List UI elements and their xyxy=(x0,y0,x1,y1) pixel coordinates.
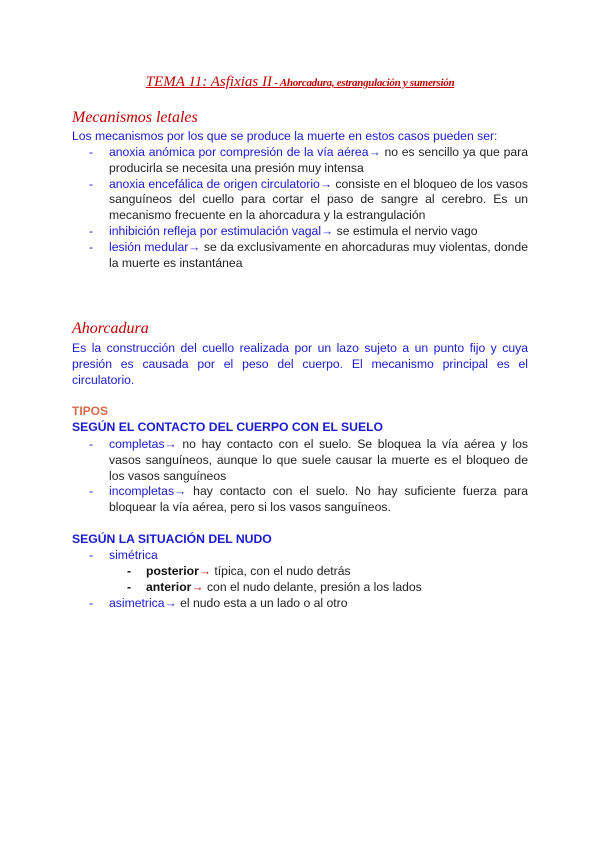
bullet-dash: - xyxy=(89,176,94,191)
item-term: inhibición refleja por estimulación vagal xyxy=(109,223,322,238)
bullet-dash: - xyxy=(89,437,94,451)
list-item xyxy=(72,596,528,612)
item-term: anoxia anómica por compresión de la vía aérea xyxy=(109,145,369,159)
arrow-glyph: → xyxy=(174,484,187,499)
list-item xyxy=(72,145,528,177)
item-term: anterior xyxy=(146,579,192,594)
item-term: simétrica xyxy=(109,548,158,562)
item-text: típica, con el nudo detrás xyxy=(211,564,351,578)
item-text: se estimula el nervio vago xyxy=(333,223,478,238)
arrow-glyph: → xyxy=(198,564,212,578)
item-term: lesión medular xyxy=(109,239,189,254)
title-main: TEMA 11: Asfixias II xyxy=(145,74,272,90)
nudo-heading: SEGÚN LA SITUACIÓN DEL NUDO xyxy=(72,532,272,546)
list-item xyxy=(72,177,528,224)
arrow-glyph: → xyxy=(164,596,177,610)
item-text: hay contacto con el suelo. No hay suficiente fuerza para bloquear la vía aérea, pero si los vasos sanguíneos. xyxy=(109,484,528,515)
sub-list-item xyxy=(72,580,528,596)
item-term: completas xyxy=(109,437,165,451)
nudo-list xyxy=(72,548,528,564)
bullet-dash: - xyxy=(89,596,94,610)
item-term: anoxia encefálica de origen circulatorio xyxy=(109,176,320,191)
item-text: no hay contacto con el suelo. Se bloquea la vía aérea y los vasos sanguíneos, aunque lo que suele causar la muerte es el bloqueo de los vasos sanguíneos xyxy=(109,437,528,483)
nudo-sublist xyxy=(72,564,528,596)
arrow-glyph: → xyxy=(319,176,332,191)
item-term: incompletas xyxy=(109,484,175,499)
item-text: el nudo esta a un lado o al otro xyxy=(176,596,348,610)
bullet-dash: - xyxy=(89,223,94,238)
bullet-dash: - xyxy=(89,548,94,562)
item-text: consiste en el bloqueo de los vasos sanguíneos del cuello para cortar el paso de sangre al cerebro. Es un mecanismo frecuente en la ahorcadura y la estrangulación xyxy=(109,176,528,223)
list-item xyxy=(72,224,528,240)
bullet-dash: - xyxy=(89,145,94,159)
bullet-dash: - xyxy=(89,484,94,499)
tipos-label: TIPOS xyxy=(72,404,109,418)
page-title xyxy=(0,75,600,92)
asimetrica-list xyxy=(72,596,528,612)
section-intro: Los mecanismos por los que se produce la muerte en estos casos pueden ser: xyxy=(72,129,498,143)
bullet-dash: - xyxy=(127,579,132,594)
sub-list-item xyxy=(72,564,528,580)
arrow-glyph: → xyxy=(321,223,334,238)
contacto-list xyxy=(72,437,528,516)
list-item xyxy=(72,484,528,516)
bullet-dash: - xyxy=(127,564,132,578)
item-term: posterior xyxy=(146,564,199,578)
contacto-heading: SEGÚN EL CONTACTO DEL CUERPO CON EL SUELO xyxy=(72,420,384,434)
ahorcadura-definition: Es la construcción del cuello realizada por un lazo sujeto a un punto fijo y cuya presión es causada por el peso del cuerpo. El mecanismo principal es el circulatorio. xyxy=(72,341,528,387)
bullet-dash: - xyxy=(89,239,94,254)
list-item xyxy=(72,548,528,564)
section-heading-ahorcadura: Ahorcadura xyxy=(72,320,149,337)
mecanismos-list xyxy=(72,145,528,271)
arrow-glyph: → xyxy=(368,145,381,159)
arrow-glyph: → xyxy=(191,579,204,594)
arrow-glyph: → xyxy=(188,239,201,254)
list-item xyxy=(72,437,528,484)
item-term: asimetrica xyxy=(109,596,165,610)
item-text: con el nudo delante, presión a los lados xyxy=(203,579,422,594)
list-item xyxy=(72,240,528,272)
item-text: no es sencillo ya que para producirla se necesita una presión muy intensa xyxy=(109,145,528,175)
item-text: se da exclusivamente en ahorcaduras muy violentas, donde la muerte es instantánea xyxy=(109,239,528,270)
title-subtitle: - Ahorcadura, estrangulación y sumersión xyxy=(271,77,455,89)
arrow-glyph: → xyxy=(164,437,177,451)
section-heading-mecanismos: Mecanismos letales xyxy=(72,109,198,126)
